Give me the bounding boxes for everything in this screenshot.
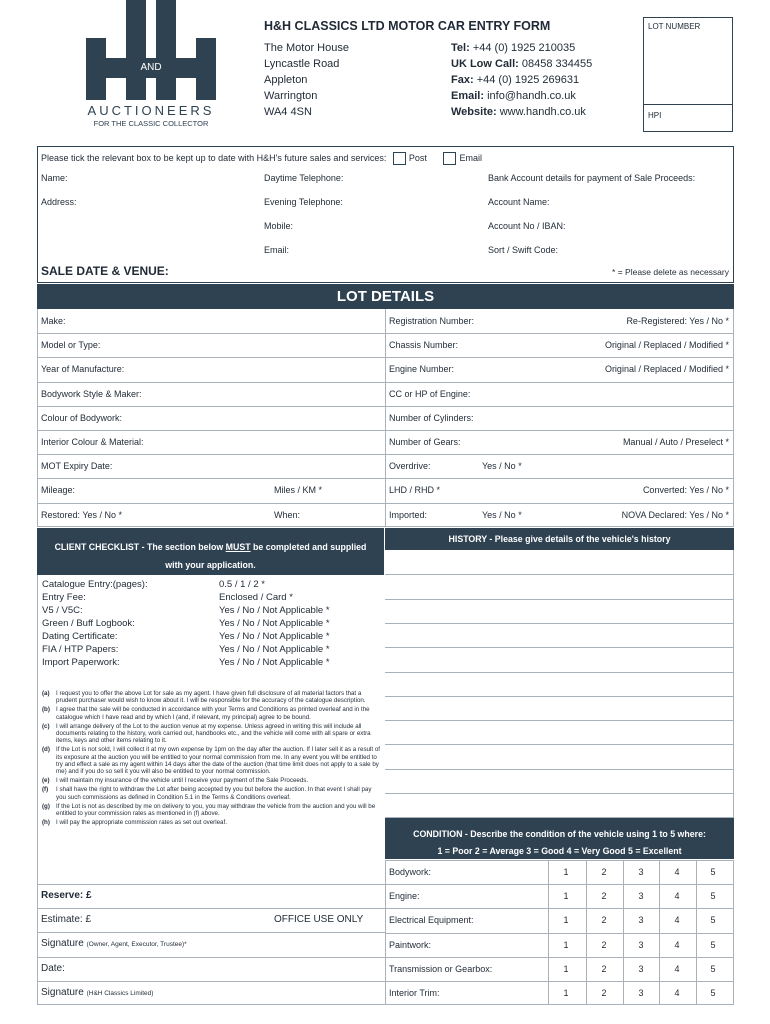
logo-tagline: FOR THE CLASSIC COLLECTOR	[93, 119, 209, 128]
condition-rating-option[interactable]: 4	[674, 891, 680, 901]
hh-logo-mark	[86, 0, 216, 105]
condition-rating-option[interactable]: 5	[710, 940, 716, 950]
condition-item-label: Interior Trim:	[389, 988, 440, 998]
account-name-field[interactable]: Account Name:	[488, 197, 550, 207]
condition-rating-option[interactable]: 3	[638, 867, 644, 877]
address-field[interactable]: Address:	[41, 197, 77, 207]
condition-rating-option[interactable]: 3	[638, 891, 644, 901]
condition-rating-option[interactable]: 4	[674, 964, 680, 974]
term-item	[42, 746, 380, 775]
condition-rating-option[interactable]: 3	[638, 964, 644, 974]
company-address	[264, 40, 349, 120]
mobile-field[interactable]: Mobile:	[264, 221, 294, 231]
term-key: (h)	[42, 819, 50, 827]
contact-section	[37, 146, 734, 283]
term-key: (d)	[42, 746, 50, 754]
lot-field-right[interactable]: LHD / RHD *	[389, 485, 441, 495]
term-key: (g)	[42, 802, 50, 810]
condition-rating-option[interactable]: 5	[710, 915, 716, 925]
field-label: Signature	[41, 987, 84, 998]
address-line: Lyncastle Road	[264, 58, 340, 70]
term-item	[42, 803, 380, 817]
condition-rating-option[interactable]: 4	[674, 867, 680, 877]
delete-note: * = Please delete as necessary	[612, 267, 729, 277]
term-item	[42, 690, 380, 704]
bank-details-label: Bank Account details for payment of Sale Proceeds:	[488, 173, 696, 183]
address-line: The Motor House	[264, 42, 349, 54]
field-label: OFFICE USE ONLY	[274, 914, 364, 925]
lot-field-left[interactable]: Colour of Bodywork:	[41, 413, 123, 423]
lot-field-right[interactable]: CC or HP of Engine:	[389, 389, 471, 399]
condition-item-label: Paintwork:	[389, 940, 432, 950]
contact-prompt: Please tick the relevant box to be kept up to date with H&H's future sales and services: Post Email	[41, 152, 482, 165]
client-checklist-header: CLIENT CHECKLIST - The section below MUST be completed and supplied with your application.	[37, 528, 384, 575]
lot-field-option[interactable]: Manual / Auto / Preselect *	[622, 437, 729, 447]
condition-rating-option[interactable]: 4	[674, 915, 680, 925]
field-label: Signature	[41, 938, 84, 949]
condition-rating-option[interactable]: 5	[710, 867, 716, 877]
address-line: Appleton	[264, 74, 308, 86]
name-field[interactable]: Name:	[41, 173, 68, 183]
checklist-item-option[interactable]: Yes / No / Not Applicable *	[219, 618, 330, 629]
contact-website: Website: www.handh.co.uk	[451, 106, 586, 118]
form-title: H&H CLASSICS LTD MOTOR CAR ENTRY FORM	[264, 19, 551, 33]
address-line: Warrington	[264, 90, 318, 102]
lot-field-right[interactable]: Number of Gears:	[389, 437, 461, 447]
address-line: WA4 4SN	[264, 106, 312, 118]
checklist-item-option[interactable]: Yes / No / Not Applicable *	[219, 605, 330, 616]
field-note: (Owner, Agent, Executor, Trustee)*	[86, 941, 187, 948]
term-item	[42, 706, 380, 720]
lot-field-left[interactable]: Interior Colour & Material:	[41, 437, 144, 447]
condition-rating-option[interactable]: 2	[601, 940, 607, 950]
post-checkbox[interactable]	[393, 152, 406, 165]
logo-and: AND	[140, 62, 162, 73]
history-line	[385, 574, 734, 575]
lot-field-right[interactable]: Registration Number:	[389, 316, 475, 326]
condition-rating-option[interactable]: 4	[674, 988, 680, 998]
history-line	[385, 672, 734, 673]
history-line	[385, 769, 734, 770]
lot-field-option[interactable]: Original / Replaced / Modified *	[604, 364, 729, 374]
contact-lowcall: UK Low Call: 08458 334455	[451, 58, 593, 70]
checklist-item-label: Entry Fee:	[42, 592, 86, 603]
condition-rating-option[interactable]: 1	[563, 964, 569, 974]
term-key: (e)	[42, 777, 50, 785]
history-line	[385, 793, 734, 794]
history-line	[385, 647, 734, 648]
history-line	[385, 696, 734, 697]
reserve-field[interactable]	[41, 890, 92, 901]
restored-when-field[interactable]: When:	[274, 510, 301, 520]
term-item	[42, 819, 380, 826]
condition-rating-option[interactable]: 1	[563, 940, 569, 950]
condition-rating-option[interactable]: 4	[674, 940, 680, 950]
term-text: If the Lot is not as described by me on delivery to you, you may withdraw the vehicle from the auction and you will be entitled to your commission rates as mentioned in (f) above.	[56, 802, 376, 818]
evening-phone-field[interactable]: Evening Telephone:	[264, 197, 343, 207]
checklist-item-option[interactable]: Yes / No / Not Applicable *	[219, 631, 330, 642]
term-item	[42, 777, 380, 784]
logo-auctioneers: AUCTIONEERS	[87, 103, 215, 118]
term-item	[42, 723, 380, 745]
email-checkbox[interactable]	[443, 152, 456, 165]
term-key: (c)	[42, 722, 50, 730]
contact-email: Email: info@handh.co.uk	[451, 90, 576, 102]
condition-rating-option[interactable]: 2	[601, 891, 607, 901]
term-key: (a)	[42, 690, 50, 697]
hpi-label: HPI	[648, 111, 662, 120]
condition-rating-option[interactable]: 5	[710, 988, 716, 998]
lot-field-option[interactable]: Converted: Yes / No *	[642, 485, 729, 495]
condition-rating-option[interactable]: 2	[601, 867, 607, 877]
checklist-item-option[interactable]: Enclosed / Card *	[219, 592, 293, 603]
sort-code-field[interactable]: Sort / Swift Code:	[488, 245, 559, 255]
lot-field-left[interactable]: MOT Expiry Date:	[41, 461, 113, 471]
checklist-item-label: V5 / V5C:	[42, 605, 83, 616]
checklist-item-option[interactable]: 0.5 / 1 / 2 *	[219, 579, 265, 590]
lot-field-left[interactable]: Restored: Yes / No *	[41, 510, 123, 520]
term-text: I will maintain my insurance of the vehicle until I receive your payment of the Sale Proceeds.	[56, 777, 309, 785]
condition-rating-option[interactable]: 3	[638, 940, 644, 950]
term-text: I request you to offer the above Lot for sale as my agent. I have given full disclosure of all material factors that a prudent purchaser would wish to know about it. I will be responsible for the accuracy of the catalogue description.	[56, 690, 366, 705]
date-field[interactable]	[41, 963, 65, 974]
condition-rating-option[interactable]: 1	[563, 988, 569, 998]
checklist-item-label: Green / Buff Logbook:	[42, 618, 135, 629]
term-item	[42, 786, 380, 800]
field-label: Date:	[41, 963, 65, 974]
term-key: (f)	[42, 786, 49, 794]
lot-field-right[interactable]: Overdrive:	[389, 461, 431, 471]
sale-date-venue[interactable]: SALE DATE & VENUE:	[41, 264, 169, 278]
condition-header: CONDITION - Describe the condition of the vehicle using 1 to 5 where: 1 = Poor 2 = Average 3 = Good 4 = Very Good 5 = Excellent	[385, 818, 734, 859]
lot-field-left[interactable]: Make:	[41, 316, 66, 326]
field-note: (H&H Classics Limited)	[86, 990, 154, 997]
imported-option[interactable]: Yes / No *	[482, 510, 522, 520]
checklist-item-option[interactable]: Yes / No / Not Applicable *	[219, 657, 330, 668]
condition-rating-option[interactable]: 2	[601, 915, 607, 925]
field-label: Reserve: £	[41, 890, 92, 901]
lot-field-left[interactable]: Year of Manufacture:	[41, 364, 125, 374]
email-field[interactable]: Email:	[264, 245, 290, 255]
condition-rating-option[interactable]: 5	[710, 891, 716, 901]
condition-rating-option[interactable]: 5	[710, 964, 716, 974]
history-line	[385, 623, 734, 624]
lot-field-right[interactable]: Imported:	[389, 510, 428, 520]
condition-item-label: Bodywork:	[389, 867, 432, 877]
lot-field-left[interactable]: Model or Type:	[41, 340, 101, 350]
lot-number-box[interactable]	[643, 17, 733, 132]
lot-field-option[interactable]: Re-Registered: Yes / No *	[626, 316, 729, 326]
lot-field-right[interactable]: Engine Number:	[389, 364, 455, 374]
lot-field-right[interactable]: Number of Cylinders:	[389, 413, 474, 423]
history-line	[385, 720, 734, 721]
condition-rating-option[interactable]: 1	[563, 915, 569, 925]
condition-rating-option[interactable]: 2	[601, 988, 607, 998]
condition-rating-option[interactable]: 1	[563, 867, 569, 877]
checklist-item-label: Dating Certificate:	[42, 631, 118, 642]
company-contacts	[451, 40, 592, 120]
checklist-item-label: Catalogue Entry:(pages):	[42, 579, 148, 590]
condition-rating-option[interactable]: 3	[638, 915, 644, 925]
history-line	[385, 599, 734, 600]
checklist-item-option[interactable]: Yes / No / Not Applicable *	[219, 644, 330, 655]
contact-tel: Tel: +44 (0) 1925 210035	[451, 42, 576, 54]
contact-fax: Fax: +44 (0) 1925 269631	[451, 74, 580, 86]
history-line	[385, 744, 734, 745]
history-box[interactable]	[385, 550, 734, 817]
lot-field-left[interactable]: Mileage:	[41, 485, 76, 495]
miles-km-option[interactable]: Miles / KM *	[274, 485, 323, 495]
term-text: I shall have the right to withdraw the Lot after being accepted by you but before the auction. In that event I shall pay you such commissions as defined in Condition 5.1 in the Terms & Conditions overleaf.	[56, 786, 372, 801]
lot-field-option[interactable]: NOVA Declared: Yes / No *	[621, 510, 729, 520]
company-logo	[86, 0, 216, 135]
history-header: HISTORY - Please give details of the vehicle's history	[385, 528, 734, 550]
daytime-phone-field[interactable]: Daytime Telephone:	[264, 173, 344, 183]
field-label: Estimate: £	[41, 914, 92, 925]
condition-item-label: Transmission or Gearbox:	[389, 964, 493, 974]
estimate-field[interactable]	[41, 914, 91, 925]
checklist-item-label: Import Paperwork:	[42, 657, 120, 668]
condition-item-label: Engine:	[389, 891, 420, 901]
term-text: I will arrange delivery of the Lot to the auction venue at my expense. Unless agreed in writing this will include all documents relating to the history, work carried out, handbooks etc., and the vehicle will come with all spare or extra items, keys and other items relating to it.	[56, 722, 371, 745]
overdrive-option[interactable]: Yes / No *	[482, 461, 522, 471]
account-number-field[interactable]: Account No / IBAN:	[488, 221, 566, 231]
owner-signature-field[interactable]	[41, 938, 187, 949]
lot-number-label: LOT NUMBER	[648, 22, 701, 31]
terms-list	[42, 690, 380, 828]
hh-signature-field[interactable]	[41, 987, 153, 998]
condition-rating-option[interactable]: 1	[563, 891, 569, 901]
lot-details-header: LOT DETAILS	[37, 284, 734, 309]
condition-item-label: Electrical Equipment:	[389, 915, 474, 925]
condition-rating-option[interactable]: 2	[601, 964, 607, 974]
lot-field-option[interactable]: Original / Replaced / Modified *	[604, 340, 729, 350]
term-text: I will pay the appropriate commission rates as set out overleaf.	[56, 819, 227, 827]
checklist-item-label: FIA / HTP Papers:	[42, 644, 119, 655]
condition-rating-option[interactable]: 3	[638, 988, 644, 998]
term-key: (b)	[42, 706, 50, 714]
lot-field-right[interactable]: Chassis Number:	[389, 340, 459, 350]
term-text: If the Lot is not sold, I will collect it at my own expense by 1pm on the day after the auction. If I later sell it as a result of its exposure at the auction you will be entitled to your normal commission from me. In any event you will be entitled to try and effect a sale as my agent within 14 days after the date of the auction (that time limit does not apply to a sale by me) and if you do so sell it you will also be entitled to your normal commission.	[56, 746, 380, 776]
term-text: I agree that the sale will be conducted in accordance with your Terms and Conditions as printed overleaf and in the catalogue which I have read and by which I (and, if relevant, my principal) agree to be bound.	[56, 706, 370, 721]
office-use-only-label	[274, 914, 363, 925]
lot-field-left[interactable]: Bodywork Style & Maker:	[41, 389, 142, 399]
